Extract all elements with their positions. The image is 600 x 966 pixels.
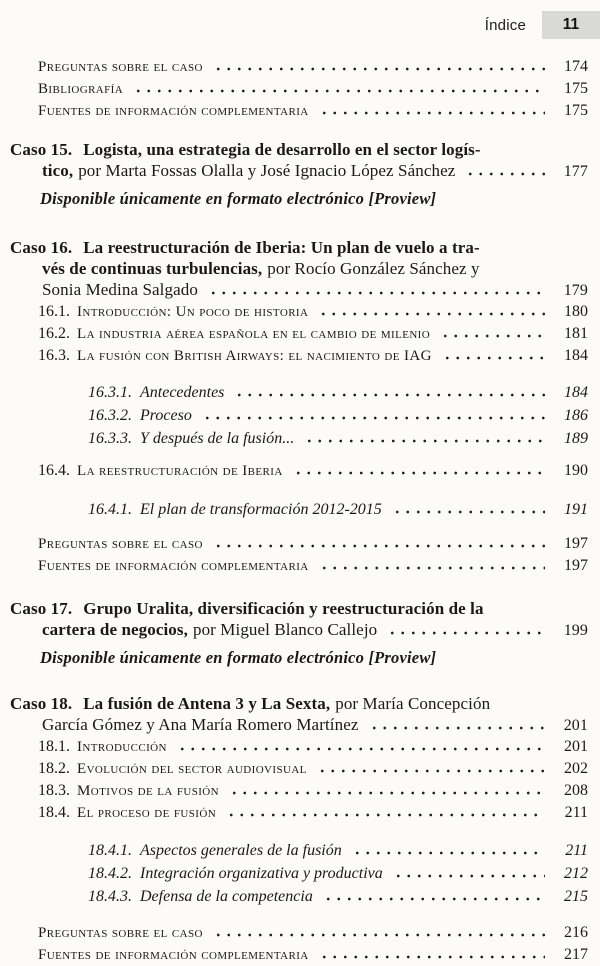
dot-leader: [291, 471, 545, 475]
case-heading-row: [10, 714, 588, 736]
entry-label: Preguntas sobre el caso: [38, 59, 203, 75]
section-number: 18.4.: [38, 804, 70, 821]
dot-leader: [302, 439, 545, 443]
section-number: 18.3.: [38, 782, 70, 799]
note-text: Disponible únicamente en formato electrónico [Proview]: [40, 189, 437, 208]
dot-leader: [316, 312, 545, 316]
entry-page-number: 175: [564, 80, 588, 97]
case-heading-row: [10, 139, 588, 160]
toc-subsection-row: [10, 427, 588, 450]
entry-page-number: 181: [564, 325, 588, 342]
toc-section-row: [10, 736, 588, 758]
case-authors: García Gómez y Ana María Romero Martínez: [42, 715, 359, 734]
dot-leader: [317, 111, 545, 115]
case-heading-row: [10, 598, 588, 619]
toc-subsection-row: [10, 381, 588, 404]
case-title: Logista, una estrategia de desarrollo en el sector logís-: [83, 140, 481, 159]
subsection-number: 16.3.1.: [88, 384, 132, 401]
section-label: La industria aérea española en el cambio de milenio: [77, 326, 431, 342]
toc-section-row: [10, 802, 588, 824]
section-number: 18.2.: [38, 760, 70, 777]
toc-section-row: [10, 301, 588, 323]
entry-page-number: 201: [563, 717, 588, 734]
dot-leader: [211, 544, 545, 548]
entry-page-number: 179: [563, 282, 588, 299]
availability-note: [10, 188, 588, 209]
toc-subsection-row: [10, 498, 588, 521]
subsection-label: Defensa de la competencia: [140, 888, 313, 905]
section-label: Motivos de la fusión: [77, 783, 219, 799]
dot-leader: [440, 356, 545, 360]
toc-entry-row: [10, 922, 588, 944]
entry-label: Fuentes de información complementaria: [38, 558, 309, 574]
dot-leader: [206, 291, 545, 295]
dot-leader: [317, 566, 545, 570]
subsection-label: Integración organizativa y productiva: [140, 865, 383, 882]
dot-leader: [391, 874, 545, 878]
entry-page-number: 186: [564, 407, 588, 424]
subsection-number: 18.4.1.: [88, 842, 132, 859]
section-label: El proceso de fusión: [77, 805, 217, 821]
header-page-number: 11: [562, 16, 580, 33]
dot-leader: [390, 510, 545, 514]
entry-page-number: 201: [564, 738, 588, 755]
dot-leader: [438, 334, 545, 338]
entry-label: Fuentes de información complementaria: [38, 103, 309, 119]
page-header: [10, 10, 588, 40]
entry-label: Preguntas sobre el caso: [38, 536, 203, 552]
toc-section-row: [10, 323, 588, 345]
entry-page-number: 215: [564, 888, 588, 905]
subsection-number: 16.3.2.: [88, 407, 132, 424]
dot-leader: [463, 172, 545, 176]
toc-section-row: [10, 345, 588, 367]
dot-leader: [321, 897, 545, 901]
availability-note: [10, 647, 588, 668]
case-title: vés de continuas turbulencias,: [42, 259, 263, 278]
case-number: Caso 18.: [10, 694, 73, 713]
section-label: Evolución del sector audiovisual: [77, 761, 307, 777]
case-number: Caso 17.: [10, 599, 73, 618]
entry-page-number: 174: [564, 58, 588, 75]
dot-leader: [227, 791, 545, 795]
entry-page-number: 177: [563, 163, 588, 180]
subsection-number: 16.4.1.: [88, 501, 132, 518]
entry-page-number: 211: [564, 804, 588, 821]
dot-leader: [350, 851, 545, 855]
subsection-number: 18.4.2.: [88, 865, 132, 882]
case-heading-row: [10, 160, 588, 182]
case-heading-row: [10, 258, 588, 279]
entry-page-number: 189: [564, 430, 588, 447]
entry-page-number: 191: [564, 501, 588, 518]
case-heading-row: [10, 237, 588, 258]
entry-label: Bibliografía: [38, 81, 124, 97]
toc-section-row: [10, 780, 588, 802]
entry-label: Fuentes de información complementaria: [38, 947, 309, 963]
case-authors: por Rocío González Sánchez y: [267, 259, 480, 278]
entry-page-number: 199: [563, 622, 588, 639]
dot-leader: [200, 416, 545, 420]
header-title: Índice: [484, 16, 526, 34]
case-authors: por Marta Fossas Olalla y José Ignacio López Sánchez: [78, 161, 456, 180]
dot-leader: [317, 955, 545, 959]
dot-leader: [175, 747, 545, 751]
case-heading-row: [10, 279, 588, 301]
subsection-label: Aspectos generales de la fusión: [140, 842, 342, 859]
entry-page-number: 211: [565, 842, 588, 859]
case-title: cartera de negocios,: [42, 620, 188, 639]
case-heading-row: [10, 619, 588, 641]
dot-leader: [315, 769, 545, 773]
entry-page-number: 197: [564, 535, 588, 552]
section-number: 16.4.: [38, 462, 70, 479]
entry-page-number: 208: [564, 782, 588, 799]
case-title: La reestructuración de Iberia: Un plan de vuelo a tra-: [83, 238, 480, 257]
case-title: Grupo Uralita, diversificación y reestructuración de la: [83, 599, 484, 618]
header-page-box: [542, 11, 600, 39]
toc-entry-row: [10, 56, 588, 78]
entry-page-number: 217: [564, 946, 588, 963]
section-number: 16.3.: [38, 347, 70, 364]
entry-label: Preguntas sobre el caso: [38, 925, 203, 941]
toc-entry-row: [10, 555, 588, 577]
dot-leader: [211, 67, 545, 71]
case-authors: por María Concepción: [335, 694, 491, 713]
toc-subsection-row: [10, 862, 588, 885]
subsection-number: 18.4.3.: [88, 888, 132, 905]
dot-leader: [367, 726, 546, 730]
entry-page-number: 184: [564, 384, 588, 401]
case-heading-row: [10, 693, 588, 714]
toc-entry-row: [10, 78, 588, 100]
toc-subsection-row: [10, 404, 588, 427]
entry-page-number: 180: [564, 303, 588, 320]
entry-page-number: 190: [564, 462, 588, 479]
entry-page-number: 175: [564, 102, 588, 119]
toc-section-row: [10, 758, 588, 780]
toc-entry-row: [10, 533, 588, 555]
note-text: Disponible únicamente en formato electrónico [Proview]: [40, 648, 437, 667]
case-authors: Sonia Medina Salgado: [42, 280, 198, 299]
dot-leader: [232, 393, 545, 397]
subsection-label: El plan de transformación 2012-2015: [140, 501, 382, 518]
section-number: 18.1.: [38, 738, 70, 755]
dot-leader: [211, 933, 545, 937]
subsection-number: 16.3.3.: [88, 430, 132, 447]
entry-page-number: 216: [564, 924, 588, 941]
case-title: La fusión de Antena 3 y La Sexta,: [83, 694, 331, 713]
toc-subsection-row: [10, 885, 588, 908]
case-title: tico,: [42, 161, 74, 180]
toc-subsection-row: [10, 839, 588, 862]
toc-entry-row: [10, 944, 588, 966]
subsection-label: Y después de la fusión...: [140, 430, 295, 447]
toc-entry-row: [10, 100, 588, 122]
section-number: 16.2.: [38, 325, 70, 342]
dot-leader: [224, 813, 545, 817]
section-number: 16.1.: [38, 303, 70, 320]
entry-page-number: 212: [564, 865, 588, 882]
section-label: Introducción: Un poco de historia: [77, 304, 309, 320]
case-number: Caso 15.: [10, 140, 73, 159]
entry-page-number: 184: [564, 347, 588, 364]
toc-section-row: [10, 460, 588, 482]
dot-leader: [385, 631, 545, 635]
dot-leader: [131, 89, 545, 93]
section-label: La reestructuración de Iberia: [77, 463, 283, 479]
section-label: Introducción: [77, 739, 167, 755]
subsection-label: Proceso: [140, 407, 192, 424]
section-label: La fusión con British Airways: el nacimiento de IAG: [77, 348, 432, 364]
entry-page-number: 202: [564, 760, 588, 777]
case-number: Caso 16.: [10, 238, 73, 257]
entry-page-number: 197: [564, 557, 588, 574]
case-authors: por Miguel Blanco Callejo: [192, 620, 378, 639]
subsection-label: Antecedentes: [140, 384, 225, 401]
